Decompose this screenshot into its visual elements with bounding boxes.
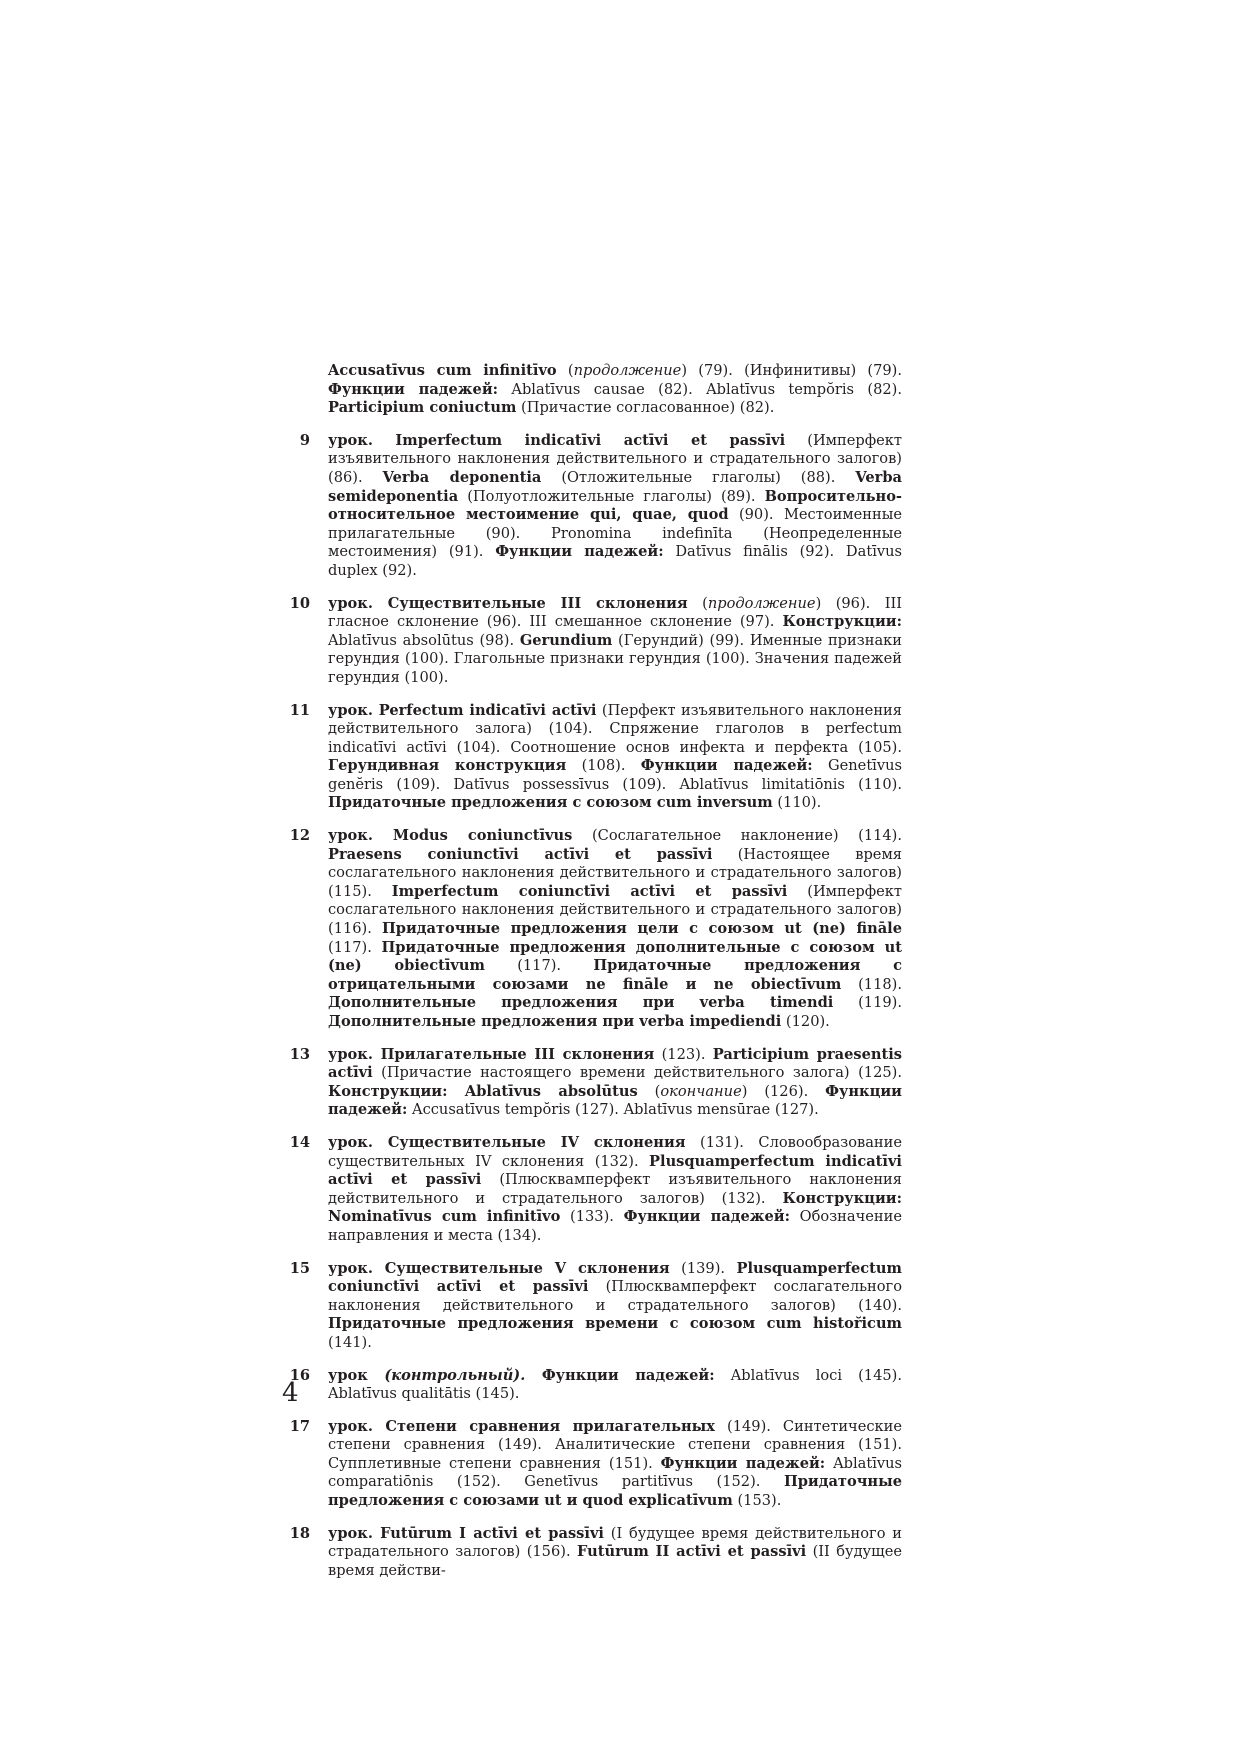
text-segment: (153). <box>732 1492 782 1510</box>
text-segment: Конструкции: <box>782 613 902 631</box>
text-segment: (90). Местоименные прилагательные (90). Pronomina indefinīta (Неопределенные местоимения) (91). <box>328 506 902 561</box>
text-segment: продолжение <box>573 362 682 379</box>
toc-entry <box>282 362 902 418</box>
entry-text <box>328 432 902 579</box>
entry-text <box>328 1134 902 1244</box>
text-segment: ) (79). (Инфинитивы) (79). <box>681 362 902 379</box>
text-segment: Функции падежей: <box>525 1366 715 1384</box>
text-segment: Вопросительно-относительное местоимение qui, quae, quod <box>328 487 902 524</box>
text-segment: (Отложительные глаголы) (88). <box>541 468 856 486</box>
text-segment: Придаточные предложения с союзом cum inversum <box>328 794 773 812</box>
table-of-contents <box>282 362 902 1594</box>
text-segment: (II будущее время действи- <box>328 1543 902 1579</box>
text-segment: (123). <box>654 1045 713 1063</box>
text-segment: (110). <box>772 794 822 812</box>
text-segment: Функции падежей: <box>328 1082 902 1119</box>
text-segment: урок. Perfectum indicatīvi actīvi <box>328 701 597 719</box>
text-segment: урок. Futūrum I actīvi et passīvi <box>328 1524 604 1542</box>
text-segment: Придаточные предложения с союзами ut и quod explicatīvum <box>328 1473 902 1510</box>
text-segment: Дополнительные предложения при verba impediendi <box>328 1013 782 1030</box>
text-segment: ) (126). <box>741 1082 826 1100</box>
text-segment: урок <box>328 1366 385 1384</box>
text-segment: Participium praesentis actīvi <box>328 1045 902 1082</box>
text-segment: Genetīvus genĕris (109). Datīvus possessīvus (109). Ablatīvus limitatiōnis (110). <box>328 757 902 793</box>
lesson-number: 12 <box>289 827 310 845</box>
text-segment: Функции падежей: <box>495 543 664 561</box>
text-segment: Verba deponentia <box>382 468 542 486</box>
text-segment: Придаточные предложения цели с союзом ut (ne) fināle <box>381 920 902 938</box>
toc-entry <box>282 432 902 581</box>
text-segment: ) (96). III гласное склонение (96). III смешанное склонение (97). <box>328 594 902 631</box>
text-segment: (Плюсквамперфект изъявительного наклонения действительного и страдательного залогов) (132). <box>328 1171 902 1207</box>
lesson-number: 13 <box>289 1045 310 1063</box>
text-segment: Ablatīvus loci (145). Ablatīvus qualitātis (145). <box>328 1366 902 1403</box>
text-segment: (120). <box>781 1013 830 1030</box>
text-segment: урок. Существительные V склонения <box>328 1259 670 1277</box>
lesson-number: 18 <box>289 1524 310 1542</box>
lesson-number: 17 <box>289 1417 310 1435</box>
text-segment: (117). <box>484 957 594 975</box>
text-segment: Герундивная конструкция <box>328 757 567 775</box>
text-segment: урок. Modus coniunctīvus <box>328 827 573 845</box>
toc-entry <box>282 1134 902 1246</box>
text-segment: (141). <box>328 1333 372 1351</box>
text-segment: Datīvus finālis (92). Datīvus duplex (92). <box>328 543 902 579</box>
text-segment: Gerundium <box>519 631 613 649</box>
text-segment: (Настоящее время сослагательного наклонения действительного и страдательного залогов) (115). <box>328 845 902 900</box>
text-segment: (149). Синтетические степени сравнения (149). Аналитические степени сравнения (151). Супплетивные степени сравнения (151). <box>328 1417 902 1472</box>
text-segment: (I будущее время действительного и страдательного залогов) (156). <box>328 1524 902 1561</box>
text-segment: (Полуотложительные глаголы) (89). <box>458 487 765 505</box>
text-segment: урок. Прилагательные III склонения <box>328 1045 655 1063</box>
entry-text <box>328 827 902 1030</box>
text-segment: (119). <box>833 994 902 1012</box>
entry-text <box>328 1260 902 1351</box>
text-segment: (Причастие настоящего времени действительного залога) (125). <box>372 1064 902 1082</box>
text-segment: (Герундий) (99). Именные признаки герундия (100). Глагольные признаки герундия (100). Значения падежей герундия (100). <box>328 631 902 686</box>
text-segment: Функции падежей: <box>328 380 499 398</box>
toc-entry <box>282 1367 902 1404</box>
lesson-number: 9 <box>299 431 310 449</box>
entry-text <box>328 702 902 812</box>
toc-entry <box>282 702 902 814</box>
text-segment: Дополнительные предложения при verba timendi <box>328 994 834 1012</box>
entry-text <box>328 1367 902 1403</box>
text-segment: Imperfectum coniunctīvi actīvi et passīvi <box>391 882 788 900</box>
text-segment: (117). <box>328 938 382 956</box>
entry-text <box>328 595 902 686</box>
toc-entry <box>282 1046 902 1120</box>
text-segment: Accusatīvus tempŏris (127). Ablatīvus mensūrae (127). <box>407 1101 819 1119</box>
lesson-number: 15 <box>289 1259 310 1277</box>
text-segment: урок. Imperfectum indicatīvi actīvi et passīvi <box>328 431 786 449</box>
text-segment: (Сослагательное наклонение) (114). <box>572 827 903 845</box>
text-segment: Praesens coniunctīvi actīvi et passīvi <box>328 845 713 863</box>
toc-entry <box>282 1418 902 1511</box>
text-segment: (Имперфект изъявительного наклонения действительного и страдательного залогов) (86). <box>328 431 902 486</box>
lesson-number: 10 <box>289 594 310 612</box>
text-segment: (Имперфект сослагательного наклонения действительного и страдательного залогов) (116). <box>328 882 902 938</box>
text-segment: Accusatīvus cum infinitīvo <box>328 362 557 379</box>
text-segment: Функции падежей: <box>623 1208 790 1226</box>
text-segment: ( <box>637 1082 661 1100</box>
toc-entry <box>282 595 902 688</box>
text-segment: Ablatīvus causae (82). Ablatīvus tempŏris (82). <box>498 380 902 398</box>
text-segment: урок. Существительные IV склонения <box>328 1133 686 1151</box>
toc-entry <box>282 827 902 1032</box>
text-segment: Ablatīvus absolūtus (98). <box>328 631 520 649</box>
lesson-number: 14 <box>289 1133 310 1151</box>
text-segment: Plusquamperfectum indicatīvi actīvi et passīvi <box>328 1152 902 1189</box>
text-segment: ( <box>556 362 574 379</box>
text-segment: (Причастие согласованное) (82). <box>516 399 775 417</box>
text-segment: урок. Степени сравнения прилагательных <box>328 1417 716 1435</box>
lesson-number: 11 <box>289 701 310 719</box>
text-segment: Обозначение направления и места (134). <box>328 1208 902 1244</box>
text-segment: Participium coniuctum <box>328 399 517 417</box>
text-segment: (139). <box>669 1259 737 1277</box>
text-segment: Plusquamperfectum coniunctīvi actīvi et passīvi <box>328 1259 902 1296</box>
text-segment: (108). <box>566 757 641 775</box>
text-segment: урок. Существительные III склонения <box>328 594 688 612</box>
text-segment: Придаточные предложения дополнительные с союзом ut (ne) obiectīvum <box>328 938 902 975</box>
text-segment: Функции падежей: <box>660 1454 826 1472</box>
text-segment: Функции падежей: <box>640 757 813 775</box>
entry-text <box>328 1525 902 1579</box>
text-segment: Конструкции: Nominatīvus cum infinitīvo <box>328 1189 902 1226</box>
text-segment: (118). <box>841 975 902 993</box>
text-segment: (133). <box>560 1208 624 1226</box>
toc-entry <box>282 1260 902 1353</box>
lesson-number: 16 <box>289 1366 310 1384</box>
text-segment: Verba semideponentia <box>328 468 902 505</box>
entry-text <box>328 362 902 416</box>
text-segment: Futūrum II actīvi et passīvi <box>577 1543 807 1561</box>
text-segment: (Перфект изъявительного наклонения действительного залога) (104). Спряжение глаголов в perfectum indicatīvi actīvi (104). Соотношение основ инфекта и перфекта (105). <box>328 701 902 756</box>
text-segment: (131). Словообразование существительных IV склонения (132). <box>328 1133 902 1170</box>
text-segment: (Плюсквамперфект сослагательного наклонения действительного и страдательного залогов) (140). <box>328 1278 902 1314</box>
text-segment: Придаточные предложения времени с союзом cum histor̆icum <box>328 1315 902 1333</box>
entry-text <box>328 1418 902 1509</box>
page-number: 4 <box>282 1378 299 1408</box>
toc-entry <box>282 1525 902 1581</box>
text-segment: ( <box>687 594 708 612</box>
text-segment: (контрольный). <box>384 1366 526 1384</box>
text-segment: продолжение <box>707 594 816 612</box>
text-segment: окончание <box>660 1082 742 1100</box>
text-segment: Придаточные предложения с отрицательными союзами ne fināle и ne obiectīvum <box>328 957 902 993</box>
text-segment: Ablatīvus comparatiōnis (152). Genetīvus partitīvus (152). <box>328 1454 902 1491</box>
entry-text <box>328 1046 902 1119</box>
text-segment: Конструкции: Ablatīvus absolūtus <box>328 1082 638 1100</box>
